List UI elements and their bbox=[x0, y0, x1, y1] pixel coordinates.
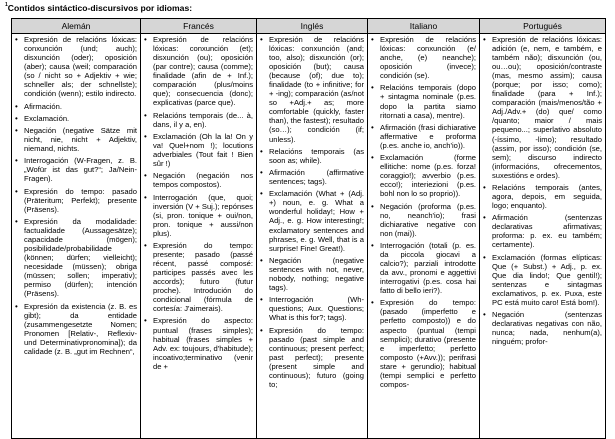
item-list-italiano bbox=[371, 35, 476, 389]
list-item: • Expresión de relacións lóxicas: adición (e, nem, e também, e também não); disxunción (ou, ou…ou); oposición/contraste (mas, mesmo assim); causa (porque; por isso; como); finalidade (para + Inf.); comparación (mais/menos/tão + Adj./Adv.+ (do) que/ como /quanto; maior / mais pequeno...; superlativo absoluto (-íssimo, -limo); resultado (assim, por isso); condición (se, sem); discurso indirecto (informacións, ofrecementos, suxestións e ordes). bbox=[483, 35, 602, 180]
title-text: Contidos sintáctico-discursivos por idiomas: bbox=[7, 3, 193, 13]
column-header-portugues: Portugués bbox=[480, 19, 606, 34]
list-item: • Interrogación (W-Fragen, z. B. „Wofür ist das gut?“; Ja/Nein-Fragen). bbox=[15, 156, 137, 183]
list-item: • Negación (negative Sätze mit nicht, nie, nicht + Adjektiv, niemand, nichts. bbox=[15, 126, 137, 153]
list-item: • Negación (negative sentences with not, never, nobody, nothing; negative tags). bbox=[260, 256, 364, 292]
list-item: • Expresión do tempo: pasado (past simple and continuous; present perfect; past perfect); presente (present simple and continuous); futuro (going to; bbox=[260, 326, 364, 389]
list-item: • Afirmación (frasi dichiarative affermative e proforma (p.es. anche io, anch'io)). bbox=[371, 123, 476, 150]
list-item: • Exclamación (Oh la la! On y va! Quel+nom !); locutions adverbiales (Tout fait ! Bien sûr !) bbox=[144, 132, 253, 168]
column-header-aleman: Alemán bbox=[12, 19, 141, 34]
cell-italiano bbox=[368, 34, 480, 439]
list-item: • Negación (sentenzas declarativas negativas con não, nunca; nada, nenhum(a), ninguém; profor- bbox=[483, 310, 602, 346]
list-item: • Expresión da modalidade: factualidade (Aussagesätze); capacidade (mögen); posibilidade/probabilidade (können; dürfen; vielleicht); necesidade (müssen); obriga (müssen; sollen; imperativ); permiso (dürfen); intención (Präsens). bbox=[15, 217, 137, 298]
cell-portugues bbox=[480, 34, 606, 439]
cell-ingles bbox=[257, 34, 368, 439]
list-item: • Exclamación (forme ellitiche: nome (p.es. forza! coraggio!); avverbio (p.es. ecco!); interiezioni (p.es. bohl non lo so proprio)). bbox=[371, 153, 476, 198]
content-row bbox=[12, 34, 606, 439]
item-list-ingles bbox=[260, 35, 364, 389]
list-item: • Relacións temporais (antes, agora, depois, em seguida, logo; enquanto). bbox=[483, 183, 602, 210]
list-item: • Expresión de relacións lóxicas: conxunción (et); disxunción (ou); oposición (par contre); causa (comme); finalidade (afin de + Inf.); comparación (plus/moins que); consecuencia (donc); explicativas (parce que). bbox=[144, 35, 253, 107]
list-item: • Relacións temporais (de... à, dans, il y a, en). bbox=[144, 111, 253, 129]
list-item: • Interrogación (que, quoi; inversión (V + Suj.); repónses (si, pron. tonique + oui/non, pron. tonique + aussi/non plus). bbox=[144, 193, 253, 238]
item-list-aleman bbox=[15, 35, 137, 356]
header-row bbox=[12, 19, 606, 34]
list-item: • Afirmación. bbox=[15, 102, 137, 111]
list-item: • Relacións temporais (dopo + sintagma nominale (p.es. dopo la partita siamo ritornati a casa), mentre). bbox=[371, 83, 476, 119]
list-item: • Expresión de relacións lóxicas: conxunción (and; too, also); disxunción (or); oposición (but); causa (because (of); due to); finalidade (to + infinitive; for + -ing); comparación (as/not so +Adj.+ as; more comfortable (quickly, faster than), the fastest); resultado (so…); condición (if; unless). bbox=[260, 35, 364, 144]
list-item: • Expresión do aspecto: puntual (frases simples); habitual (frases simples + Adv. ex: toujours, d'habitude); incoativo;terminativo (venir de + bbox=[144, 316, 253, 370]
list-item: • Negación (proforma (p.es. no, neanch'io); frasi dichiarative negative con non (mai)). bbox=[371, 202, 476, 238]
column-header-frances: Francés bbox=[141, 19, 257, 34]
list-item: • Interrogación (totali (p. es. da piccola giocavi a calcio?); parziali introdotte da avv., pronomi e aggettivi interrogativi (p.es. cosa hai fatto di bello ieri?). bbox=[371, 241, 476, 295]
list-item: • Relacións temporais (as soon as; while). bbox=[260, 147, 364, 165]
item-list-portugues bbox=[483, 35, 602, 346]
contents-table bbox=[11, 18, 606, 439]
footnote-number: 1 bbox=[5, 2, 8, 8]
list-item: • Afirmación (sentenzas declarativas afirmativas; proforma: p. ex. eu também; certamente). bbox=[483, 213, 602, 249]
list-item: • Expresión do tempo: (pasado (imperfetto e perfetto composto)) e do aspecto (puntual (tempi semplici); durativo (presente e imperfetto; perfetto composto (+Avv.)); perifrasi stare + gerundio); habitual (tempi semplici e perfetto compos- bbox=[371, 298, 476, 388]
list-item: • Interrogación (Wh- questions; Aux. Questions; What is this for?; tags). bbox=[260, 295, 364, 322]
list-item: • Expresión do tempo: presente; pasado (passé récent, passé composé: participes passés avec les accords); futuro (futur proche). Introdución do condicional (fórmula de cortesía: J'aimerais). bbox=[144, 241, 253, 313]
column-header-ingles: Inglés bbox=[257, 19, 368, 34]
list-item: • Expresión de relacións lóxicas: conxunción (und; auch); disxunción (oder); oposición (aber); causa (weil; comparación (so / nicht so + Adjektiv + wie; schneller als; der schnellste); condición (wenn); estilo indirecto. bbox=[15, 35, 137, 98]
cell-frances bbox=[141, 34, 257, 439]
cell-aleman bbox=[12, 34, 141, 439]
list-item: • Afirmación (affirmative sentences; tags). bbox=[260, 168, 364, 186]
list-item: • Exclamación (formas elípticas: Que (+ Subst.) + Adj., p. ex. Que dia lindo!; Que gentil!); sentenzas e sintagmas exclamativos, p. ex. Puxa, este PC está muito caro! Está bom!). bbox=[483, 253, 602, 307]
list-item: • Expresión de relacións lóxicas: conxunción (e/ anche, (e) neanche); oposición (invece); condición (se). bbox=[371, 35, 476, 80]
list-item: • Expresión do tempo: pasado (Präteritum; Perfekt); presente (Präsens). bbox=[15, 187, 137, 214]
section-title bbox=[5, 3, 192, 13]
list-item: • Negación (negación nos tempos compostos). bbox=[144, 171, 253, 189]
column-header-italiano: Italiano bbox=[368, 19, 480, 34]
list-item: • Exclamación (What + (Adj. +) noun, e. g. What a wonderful holiday!; How + Adj., e. g. How interesting!; exclamatory sentences and phrases, e. g. Well, that is a surprise! Fine! Great!). bbox=[260, 189, 364, 252]
list-item: • Expresión da existencia (z. B. es gibt); da entidade (zusammengesetzte Nomen; Pronomen [Relativ-, Reflexiv- und Determinativpronomina]); da calidade (z. B. „gut im Rechnen“, bbox=[15, 302, 137, 356]
list-item: • Exclamación. bbox=[15, 114, 137, 123]
item-list-frances bbox=[144, 35, 253, 371]
